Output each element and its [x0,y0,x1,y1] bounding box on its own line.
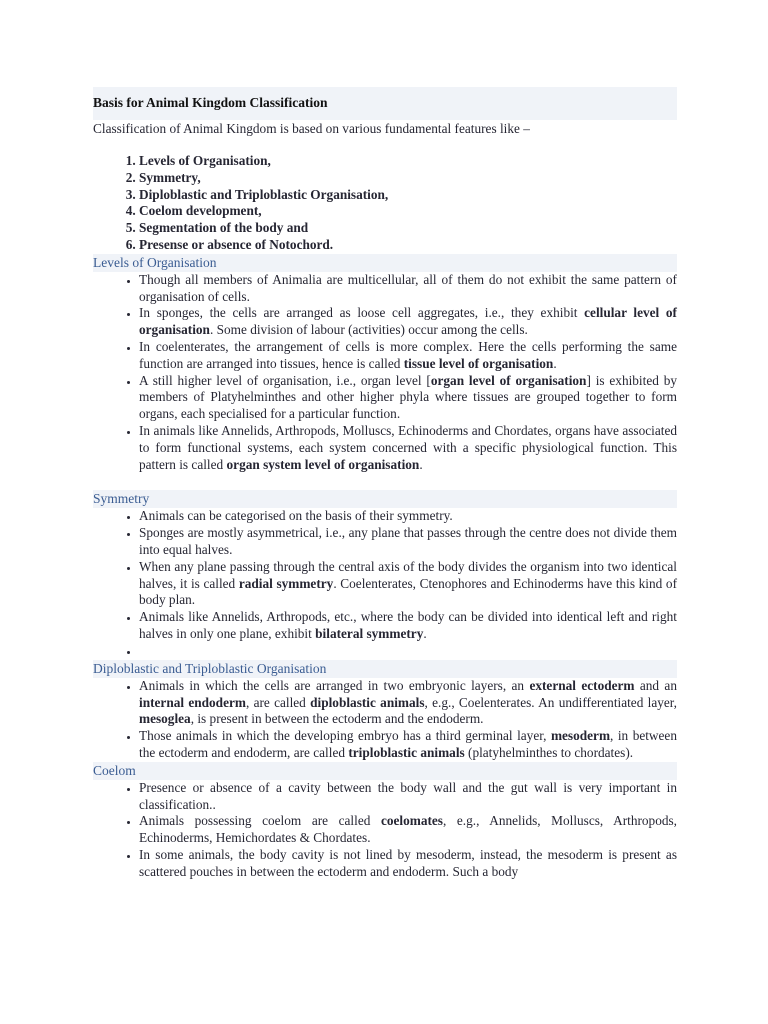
bold-term: mesoderm [550,728,611,744]
bold-term: diploblastic animals [310,694,425,710]
bullet-text: Presence or absence of a cavity between the body wall and the gut wall is very important in classification.. [139,779,677,812]
bullet-text: and an [634,677,677,693]
bullet-text: , is present in between the ectoderm and the endoderm. [190,711,484,727]
bullet-text: . [419,456,423,472]
bold-term: coelomates [380,813,443,829]
bullet-text: . Coelenterates, Ctenophores and Echinoderms have this kind of body plan. [139,575,678,608]
diploblastic-list [93,678,677,762]
list-item [139,508,677,525]
list-item [139,678,677,728]
section-heading-diploblastic: Diploblastic and Triploblastic Organisation [93,660,677,678]
list-item [139,272,677,306]
bullet-text: Those animals in which the developing embryo has a third germinal layer, [139,728,551,744]
section-heading-symmetry: Symmetry [93,490,677,508]
list-item [139,559,677,609]
list-item [139,305,677,339]
list-item [139,780,677,814]
coelom-list [93,780,677,881]
title-band [93,87,677,120]
bullet-text: A still higher level of organisation, i.e., organ level [ [139,372,431,388]
list-item: 4. Coelom development, [139,203,677,220]
list-item [139,609,677,643]
list-item [139,728,677,762]
bullet-text: . [553,355,557,371]
bullet-text: In coelenterates, the arrangement of cells is more complex. Here the cells performing the same function are arranged into tissues, hence is called [139,338,677,371]
list-item [139,373,677,423]
bold-term: cellular level of organisation [139,305,677,338]
bullet-text: . [423,625,427,641]
bold-term: organ level of organisation [430,372,587,388]
list-item [139,525,677,559]
document-body [93,87,677,880]
list-item: 3. Diploblastic and Triploblastic Organisation, [139,187,677,204]
bold-term: internal endoderm [139,694,246,710]
bold-term: mesoglea [139,711,191,727]
symmetry-list [93,508,677,659]
list-item: 1. Levels of Organisation, [139,153,677,170]
section-heading-levels: Levels of Organisation [93,254,677,272]
intro-paragraph: Classification of Animal Kingdom is based on various fundamental features like – [93,121,530,136]
bullet-text: , e.g., Coelenterates. An undifferentiated layer, [424,694,678,710]
bullet-text: Animals in which the cells are arranged in two embryonic layers, an [139,677,530,693]
bullet-text: (platyhelminthes to chordates). [464,744,634,760]
section-heading-coelom: Coelom [93,762,677,780]
bold-term: bilateral symmetry [315,625,424,641]
bullet-text: , in between the ectoderm and endoderm, are called [139,728,677,760]
bold-term: radial symmetry [238,575,334,591]
bullet-text: In animals like Annelids, Arthropods, Molluscs, Echinoderms and Chordates, organs have associated to form functional systems, each system concerned with a specific physiological function. This pattern is called [139,422,677,472]
bullet-text: . Some division of labour (activities) occur among the cells. [209,322,528,338]
list-item [139,847,677,881]
list-item: 5. Segmentation of the body and [139,220,677,237]
bullet-text: In sponges, the cells are arranged as loose cell aggregates, i.e., they exhibit [139,305,585,321]
bullet-text: , e.g., Annelids, Molluscs, Arthropods, Echinoderms, Hemichordates & Chordates. [139,813,677,846]
list-item [139,813,677,847]
bullet-text: In some animals, the body cavity is not lined by mesoderm, instead, the mesoderm is present as scattered pouches in between the ectoderm and endoderm. Such a body [139,846,677,879]
bold-term: tissue level of organisation [403,355,554,371]
empty-list-item [139,643,677,660]
bullet-text: Animals can be categorised on the basis of their symmetry. [139,508,453,524]
bold-term: external ectoderm [529,677,635,693]
list-item: 2. Symmetry, [139,170,677,187]
bold-term: triploblastic animals [348,744,465,760]
levels-list [93,272,677,474]
page-title: Basis for Animal Kingdom Classification [93,95,328,111]
bullet-text: When any plane passing through the central axis of the body divides the organism into two identical halves, it is called [139,558,677,591]
bullet-text: Animals possessing coelom are called [139,813,381,829]
bullet-text: Animals like Annelids, Arthropods, etc., where the body can be divided into identical left and right halves in only one plane, exhibit [139,609,677,641]
bullet-text: Sponges are mostly asymmetrical, i.e., any plane that passes through the centre does not divide them into equal halves. [139,525,677,557]
list-item: 6. Presense or absence of Notochord. [139,237,677,254]
bullet-text: , are called [245,694,311,710]
bullet-text: ] is exhibited by members of Platyhelminthes and other higher phyla where tissues are grouped together to form organs, each specialised for a particular function. [139,372,677,422]
list-item [139,339,677,373]
bold-term: organ system level of organisation [226,456,420,472]
feature-list [93,153,677,254]
bullet-text: Though all members of Animalia are multicellular, all of them do not exhibit the same pattern of organisation of cells. [139,271,677,304]
list-item [139,423,677,473]
